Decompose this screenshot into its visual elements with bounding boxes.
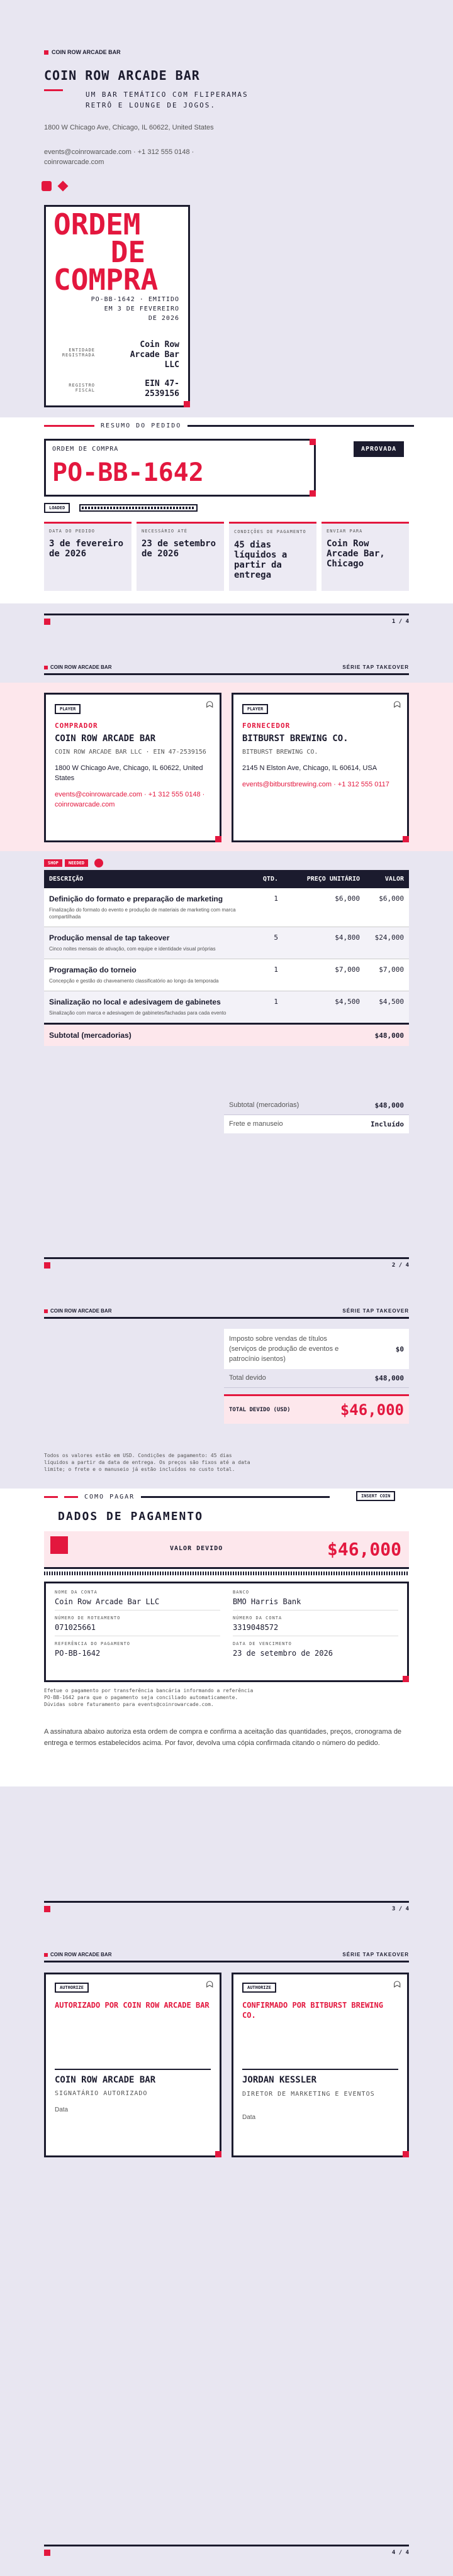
footer — [44, 1257, 409, 1269]
page-header: COIN ROW ARCADE BAR SÉRIE TAP TAKEOVER — [44, 661, 409, 675]
summary-row: Subtotal (mercadorias) $48,000 — [224, 1096, 409, 1115]
footer-square-icon — [44, 2550, 50, 2556]
player-pill: PLAYER — [55, 704, 81, 714]
cover-card — [44, 205, 190, 407]
table-row: Sinalização no local e adesivagem de gabinetes Sinalização com marca e adesivagem de gabinetes/fachadas para cada evento 1 $4,500 $4,500 — [44, 991, 409, 1024]
page-number: 3 / 4 — [391, 1906, 409, 1912]
coin-icon — [42, 181, 52, 191]
page-number: 1 / 4 — [391, 619, 409, 625]
ghost-icon: ᗣ — [206, 1979, 213, 1990]
payment-title: DADOS DE PAGAMENTO — [58, 1510, 204, 1523]
page-1 — [0, 0, 453, 644]
summary-row: Frete e manuseio Incluído — [224, 1115, 409, 1133]
progress-fill — [82, 507, 195, 509]
bank-details-card — [44, 1582, 409, 1682]
summary-rows — [224, 1096, 409, 1133]
buyer-card: PLAYER ᗣ COMPRADOR COIN ROW ARCADE BAR COIN ROW ARCADE BAR LLC · EIN 47-2539156 1800 W Chicago Ave, Chicago, IL 60622, United States events@coinrowarcade.com · +1 312 555 0148 · coinrowarcade.com — [44, 693, 221, 842]
bank-field: REFERÊNCIA DO PAGAMENTO PO-BB-1642 — [55, 1641, 130, 1658]
totals-block — [224, 1329, 409, 1424]
status-badge: APROVADA — [354, 441, 404, 457]
page-2 — [0, 644, 453, 1287]
footer — [44, 2545, 409, 2556]
footer — [44, 1901, 409, 1912]
page-header: COIN ROW ARCADE BAR SÉRIE TAP TAKEOVER — [44, 1949, 409, 1962]
brand-square-icon — [44, 1309, 48, 1313]
page-number: 2 / 4 — [391, 1262, 409, 1269]
entity-label: ENTIDADE REGISTRADA — [62, 348, 95, 358]
bank-field: NOME DA CONTA Coin Row Arcade Bar LLC — [55, 1590, 220, 1610]
bank-field: NÚMERO DE ROTEAMENTO 071025661 — [55, 1616, 220, 1636]
fact-card: DATA DO PEDIDO 3 de fevereiro de 2026 — [44, 522, 131, 591]
supplier-card: PLAYER ᗣ FORNECEDOR BITBURST BREWING CO. BITBURST BREWING CO. 2145 N Elston Ave, Chicago, IL 60614, USA events@bitburstbrewing.com · +1 312 555 0117 — [232, 693, 409, 842]
signature-line — [242, 2069, 398, 2070]
bank-field: NÚMERO DA CONTA 3319048572 — [233, 1616, 398, 1636]
authorize-pill: AUTHORIZE — [242, 1983, 276, 1993]
total-due-row: TOTAL DEVIDO (USD) $46,000 — [224, 1394, 409, 1424]
authorization-text: A assinatura abaixo autoriza esta ordem de compra e confirma a aceitação das quantidades, preços, cronograma de entrega e termos estabelecidos acima. Por favor, devolva uma cópia confirmada citando o número do pedido. — [44, 1728, 402, 1747]
footer-square-icon — [44, 1906, 50, 1912]
signature-line — [55, 2069, 211, 2070]
footer-square-icon — [44, 1262, 50, 1269]
doc-title-line-1: ORDEM — [53, 207, 141, 241]
contact-line-1: events@coinrowarcade.com · +1 312 555 0148 · — [44, 148, 194, 156]
tagline: UM BAR TEMÁTICO COM FLIPERAMAS RETRÔ E LOUNGE DE JOGOS. — [86, 91, 249, 109]
entity-name: Coin Row Arcade Bar LLC — [130, 340, 179, 370]
company-name: COIN ROW ARCADE BAR — [44, 68, 200, 83]
footer-square-icon — [44, 619, 50, 625]
accent-rule — [44, 89, 63, 91]
contact-line-2: coinrowarcade.com — [44, 158, 104, 166]
doc-title-line-3: COMPRA — [53, 263, 159, 297]
shop-tags: SHOP NEEDED — [44, 859, 103, 867]
doc-title-line-2: DE — [110, 235, 146, 269]
insert-coin-pill: INSERT COIN — [356, 1491, 395, 1501]
issued-block: PO-BB-1642 · EMITIDO EM 3 DE FEVEREIRO DE 2026 — [91, 296, 179, 322]
subtotal-row: Subtotal (mercadorias) $48,000 — [44, 1024, 409, 1047]
brand-square-icon — [44, 666, 48, 669]
po-number: PO-BB-1642 — [52, 458, 204, 487]
due-row: Total devido $48,000 — [224, 1369, 409, 1388]
signature-card: AUTHORIZE ᗣ CONFIRMADO POR BITBURST BREWING CO. JORDAN KESSLER DIRETOR DE MARKETING E EVENTOS Data — [232, 1973, 409, 2157]
player-pill: PLAYER — [242, 704, 268, 714]
authorize-pill: AUTHORIZE — [55, 1983, 89, 1993]
ghost-icon: ᗣ — [206, 700, 213, 710]
fact-card: NECESSÁRIO ATÉ 23 de setembro de 2026 — [137, 522, 224, 591]
po-card — [44, 439, 316, 497]
facts-row — [44, 522, 409, 591]
payment-note: Efetue o pagamento por transferência bancária informando a referência PO-BB-1642 para que o pagamento seja conciliado automaticamente. Dúvidas sobre faturamento para events@coinrowarcade.com. — [44, 1688, 254, 1707]
page-header: COIN ROW ARCADE BAR SÉRIE TAP TAKEOVER — [44, 1305, 409, 1319]
po-label: ORDEM DE COMPRA — [52, 446, 119, 453]
fact-card: ENVIAR PARA Coin Row Arcade Bar, Chicago — [322, 522, 409, 591]
line-items-table — [44, 870, 409, 1046]
bank-field: BANCO BMO Harris Bank — [233, 1590, 398, 1610]
ghost-icon: ᗣ — [393, 1979, 401, 1990]
signature-card: AUTHORIZE ᗣ AUTORIZADO POR COIN ROW ARCADE BAR COIN ROW ARCADE BAR SIGNATÁRIO AUTORIZADO Data — [44, 1973, 221, 2157]
brand-square-icon — [44, 1953, 48, 1957]
summary-heading: RESUMO DO PEDIDO — [44, 422, 414, 429]
page-4 — [0, 1931, 453, 2572]
ghost-icon: ᗣ — [393, 700, 401, 710]
table-row: Programação do torneio Concepção e gestão do chaveamento classificatório ao longo da temporada 1 $7,000 $7,000 — [44, 959, 409, 991]
footer — [44, 614, 409, 625]
bank-field: DATA DE VENCIMENTO 23 de setembro de 2026 — [233, 1641, 333, 1658]
diamond-icon — [58, 181, 69, 192]
table-header-row: DESCRIÇÃO QTD. PREÇO UNITÁRIO VALOR — [44, 870, 409, 888]
address: 1800 W Chicago Ave, Chicago, IL 60622, United States — [44, 124, 214, 131]
page-3 — [0, 1287, 453, 1931]
totals-note: Todos os valores estão em USD. Condições de pagamento: 45 dias líquidos a partir da data de entrega. Os preços são fixos até a data limite; o frete e o manuseio já estão incluídos no custo total. — [44, 1453, 250, 1472]
pixel-block-icon — [50, 1536, 68, 1554]
ein-value: EIN 47- 2539156 — [145, 379, 179, 399]
registration-label: REGISTRO FISCAL — [69, 383, 95, 393]
brand-square-icon — [44, 50, 48, 55]
amount-due-bar: VALOR DEVIDO $46,000 — [44, 1531, 409, 1569]
corner-marker — [184, 401, 190, 407]
dotted-divider — [44, 1571, 409, 1575]
coin-icon — [94, 859, 103, 867]
loaded-pill: LOADED — [44, 503, 70, 513]
tax-row: Imposto sobre vendas de títulos (serviços de produção de eventos e patrocínio isentos) $0 — [224, 1329, 409, 1369]
page-number: 4 / 4 — [391, 2550, 409, 2556]
progress-bar — [79, 504, 198, 512]
table-row: Produção mensal de tap takeover Cinco noites mensais de ativação, com equipe e identidade visual próprias 5 $4,800 $24,000 — [44, 927, 409, 959]
brand-small: COIN ROW ARCADE BAR — [44, 49, 121, 55]
fact-card: CONDIÇÕES DE PAGAMENTO 45 dias líquidos a partir da entrega — [229, 522, 316, 591]
table-row: Definição do formato e preparação de marketing Finalização do formato do evento e produção de materiais de marketing com marca compartilhada 1 $6,000 $6,000 — [44, 888, 409, 927]
payment-heading: COMO PAGAR — [44, 1494, 330, 1500]
